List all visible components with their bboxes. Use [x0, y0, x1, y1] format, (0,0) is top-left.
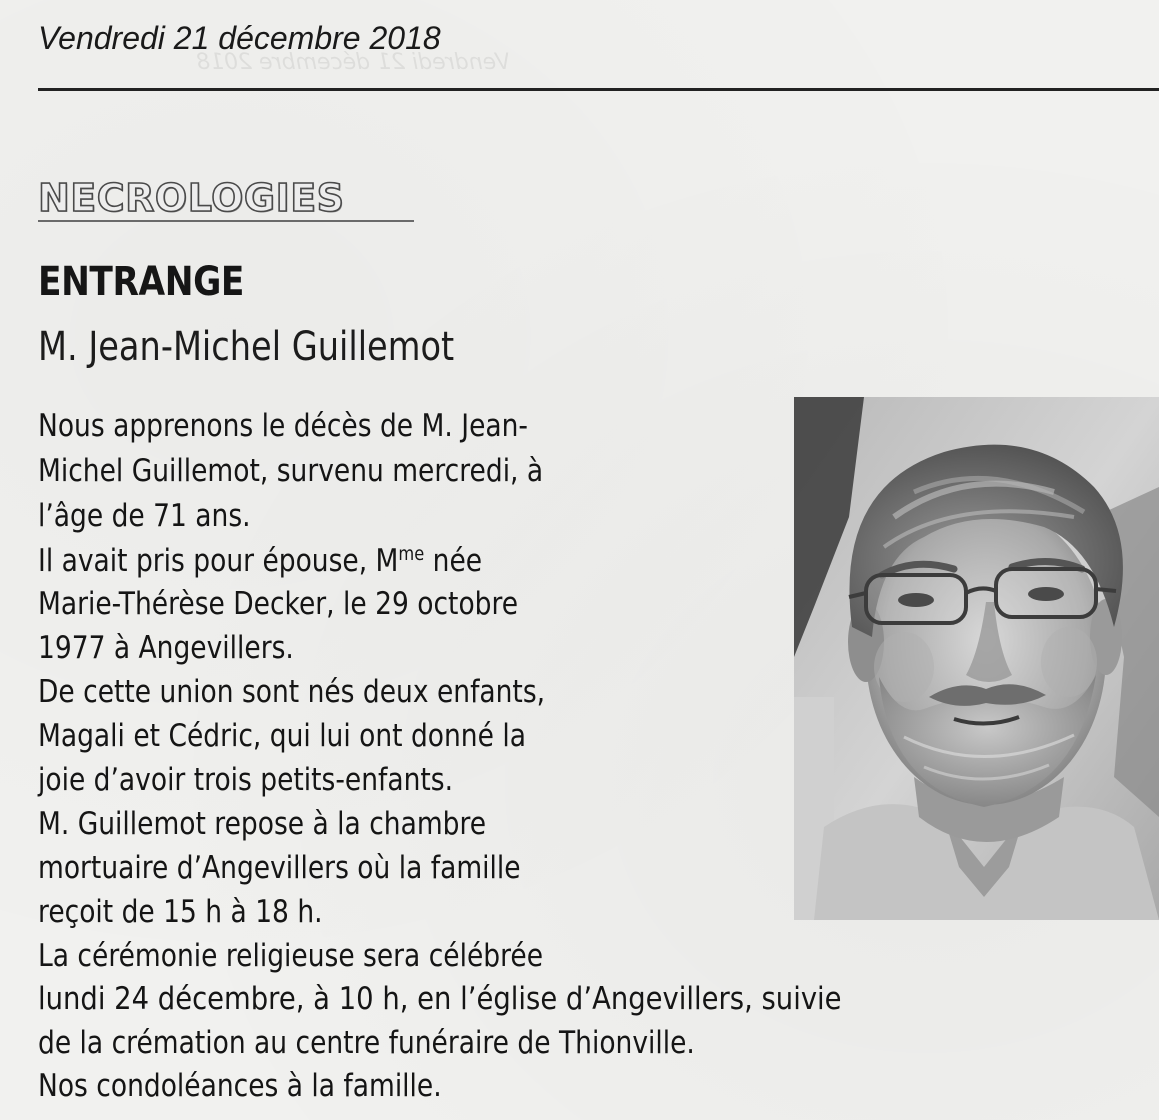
- body-line: La cérémonie religieuse sera célébrée: [38, 938, 544, 974]
- body-line: De cette union sont nés deux enfants,: [38, 674, 546, 710]
- body-line-tail: née: [424, 543, 483, 579]
- newspaper-clipping: Vendredi 21 décembre 2018 Vendredi 21 décembre 2018 NECROLOGIES ENTRANGE M. Jean-Michel Guillemot Nous apprenons le décès de M. Jean- Michel Guillemot, survenu mercredi, à l’âge de 71 ans. Il avait pris pour épouse, $M^{me}$ née Marie-Thérèse Decker, le 29 octobre 1977 à Angevillers. De cette union sont nés deux enfants, Magali et Cédric, qui lui ont donné la joie d’avoir trois petits-enfants. M. Guillemot repose à la chambre mortuaire d’Angevillers où la famille reçoit de 15 h à 18 h. La cérémonie religieuse sera célébrée lundi 24 décembre, à 10 h, en l’église d’Angevillers, suivie de la crémation au centre funéraire de Thionville. Nos condoléances à la famille.: [0, 0, 1159, 1120]
- deceased-name: M. Jean-Michel Guillemot: [38, 324, 455, 370]
- portrait-photo: [794, 397, 1159, 920]
- body-line: Nous apprenons le décès de M. Jean-: [38, 408, 528, 444]
- header-rule: [38, 88, 1159, 91]
- body-line: mortuaire d’Angevillers où la famille: [38, 850, 521, 886]
- body-line: Michel Guillemot, survenu mercredi, à: [38, 453, 544, 489]
- body-line: joie d’avoir trois petits-enfants.: [38, 762, 454, 798]
- body-line: reçoit de 15 h à 18 h.: [38, 894, 323, 930]
- body-line: Nos condoléances à la famille.: [38, 1068, 442, 1104]
- issue-date: Vendredi 21 décembre 2018: [38, 20, 441, 56]
- body-line-text: Il avait pris pour épouse, M: [38, 543, 399, 579]
- body-line: lundi 24 décembre, à 10 h, en l’église d’Angevillers, suivie: [38, 981, 842, 1017]
- article-locality: ENTRANGE: [38, 259, 244, 305]
- body-line-spouse: [38, 545, 482, 577]
- superscript-me: me: [398, 543, 425, 565]
- section-rubric: NECROLOGIES: [38, 176, 345, 220]
- body-line: 1977 à Angevillers.: [38, 630, 294, 666]
- body-line: de la crémation au centre funéraire de Thionville.: [38, 1025, 695, 1061]
- body-line: Magali et Cédric, qui lui ont donné la: [38, 718, 526, 754]
- rubric-underline: [38, 220, 414, 222]
- body-line: M. Guillemot repose à la chambre: [38, 806, 487, 842]
- portrait-photo-icon: [794, 397, 1159, 920]
- body-line: l’âge de 71 ans.: [38, 498, 251, 534]
- body-line: Marie-Thérèse Decker, le 29 octobre: [38, 586, 519, 622]
